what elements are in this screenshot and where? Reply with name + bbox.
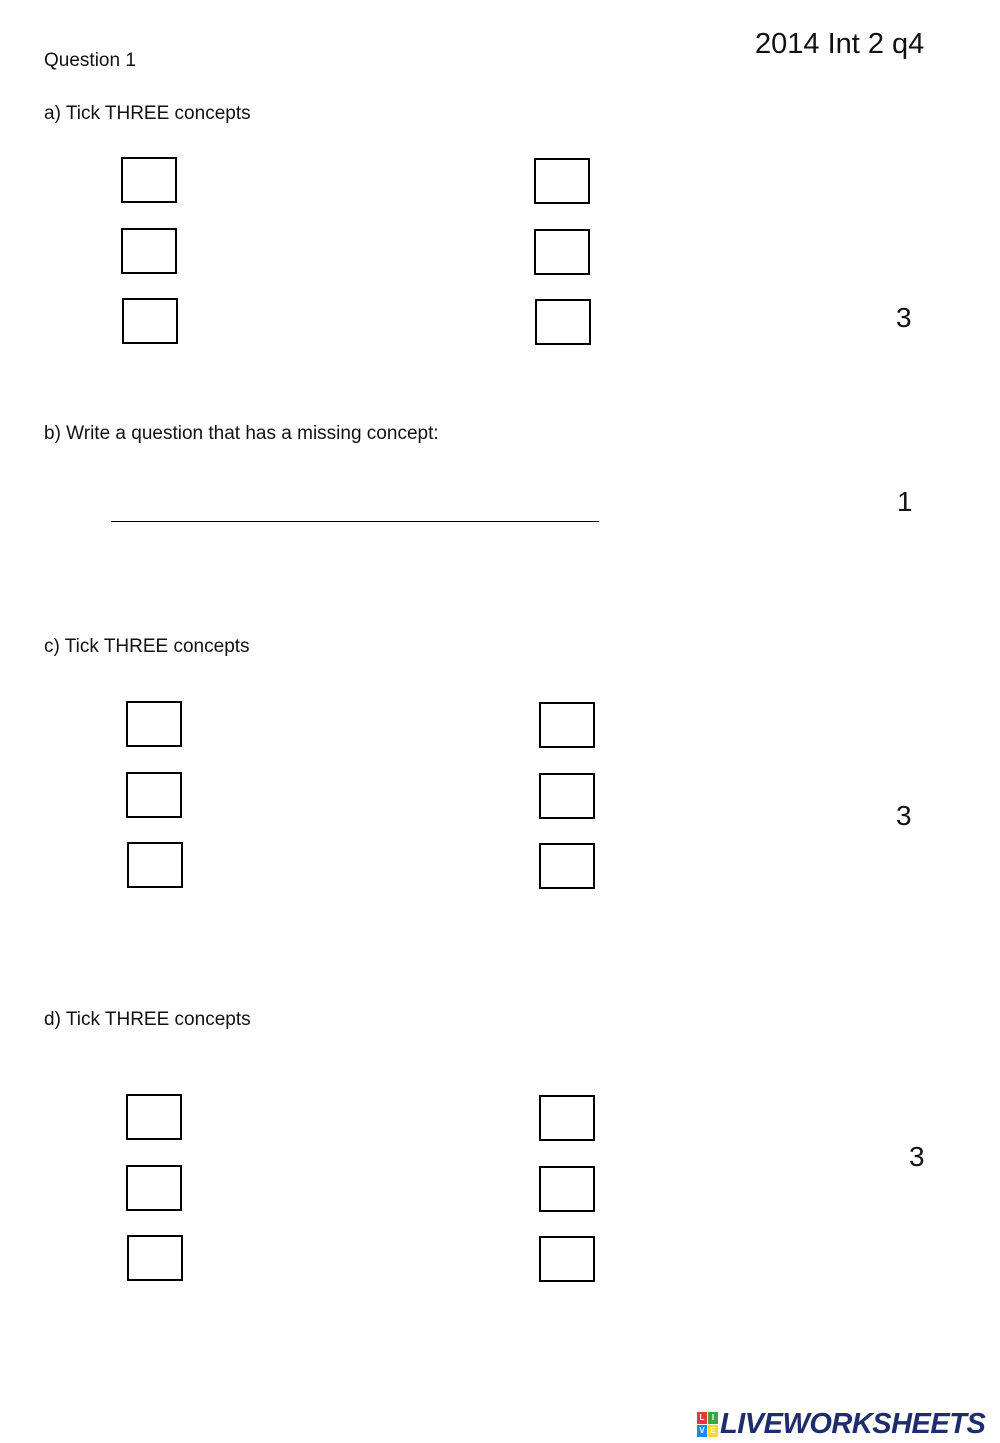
part-c-checkbox-2[interactable]: [539, 702, 595, 748]
part-c-checkbox-6[interactable]: [539, 843, 595, 889]
part-a-marks: 3: [896, 302, 912, 333]
part-d-checkbox-6[interactable]: [539, 1236, 595, 1282]
logo-letter: L: [697, 1412, 707, 1424]
part-a-checkbox-5[interactable]: [122, 298, 178, 344]
part-c-checkbox-4[interactable]: [539, 773, 595, 819]
part-a-prompt: a) Tick THREE concepts: [44, 103, 251, 124]
part-c-marks: 3: [896, 800, 912, 831]
part-b-answer-line[interactable]: [111, 521, 599, 522]
part-a-checkbox-4[interactable]: [534, 229, 590, 275]
part-d-checkbox-2[interactable]: [539, 1095, 595, 1141]
part-a-checkbox-3[interactable]: [121, 228, 177, 274]
liveworksheets-logo: [697, 1408, 985, 1440]
part-d-prompt: d) Tick THREE concepts: [44, 1009, 251, 1030]
part-a-checkbox-6[interactable]: [535, 299, 591, 345]
logo-letter: E: [708, 1425, 718, 1437]
logo-letter: V: [697, 1425, 707, 1437]
part-c-prompt: c) Tick THREE concepts: [44, 636, 250, 657]
part-a-checkbox-2[interactable]: [534, 158, 590, 204]
part-c-checkbox-5[interactable]: [127, 842, 183, 888]
part-b-marks: 1: [897, 486, 913, 517]
reference-label: 2014 Int 2 q4: [755, 28, 925, 60]
part-d-checkbox-4[interactable]: [539, 1166, 595, 1212]
part-d-checkbox-3[interactable]: [126, 1165, 182, 1211]
part-b-prompt: b) Write a question that has a missing concept:: [44, 423, 439, 444]
part-a-checkbox-1[interactable]: [121, 157, 177, 203]
part-d-marks: 3: [909, 1141, 925, 1172]
part-d-checkbox-1[interactable]: [126, 1094, 182, 1140]
part-c-checkbox-1[interactable]: [126, 701, 182, 747]
part-d-checkbox-5[interactable]: [127, 1235, 183, 1281]
question-title: Question 1: [44, 50, 136, 71]
logo-icon: [697, 1412, 718, 1437]
logo-letter: I: [708, 1412, 718, 1424]
part-c-checkbox-3[interactable]: [126, 772, 182, 818]
logo-text: LIVEWORKSHEETS: [720, 1407, 986, 1440]
